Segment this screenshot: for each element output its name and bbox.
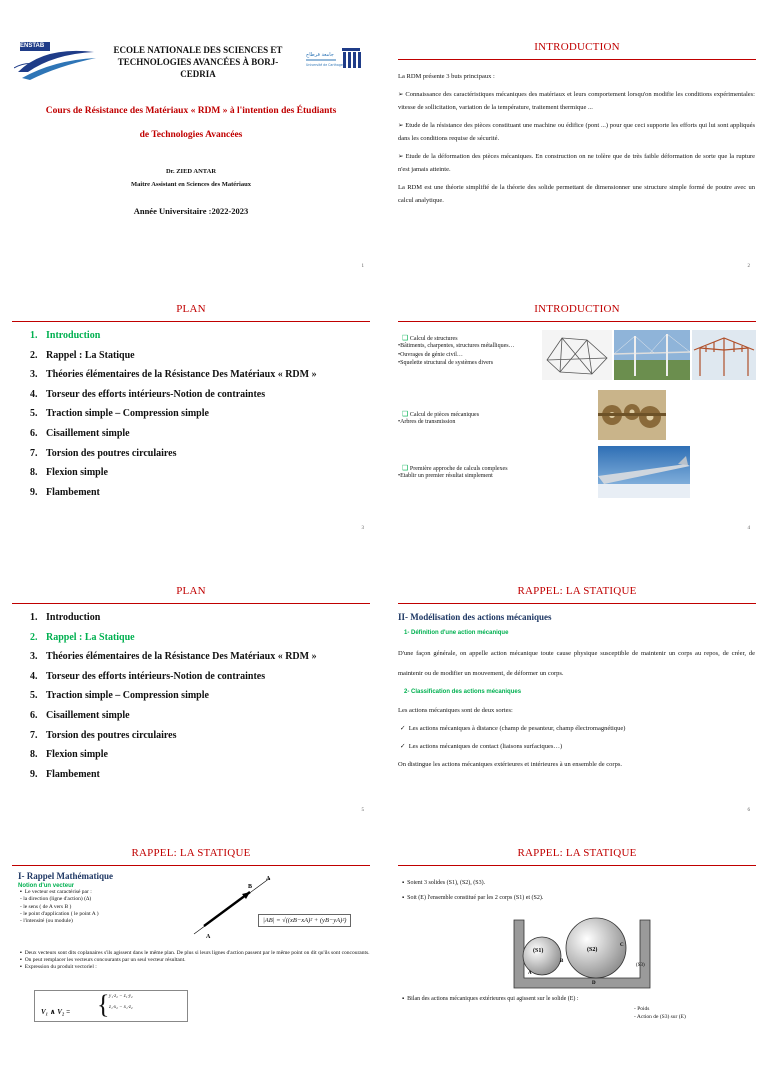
plan-item-theories: 3. Théories élémentaires de la Résistance Des Matériaux « RDM » <box>30 651 317 663</box>
slide-title: PLAN <box>176 585 206 597</box>
intro-goal-3: ➢ Etude de la déformation des pièces mécaniques. En construction on ne tolère que de très faible déformation de sorte que la rupture n'est jamais atteinte. <box>398 153 755 173</box>
vector-diagram <box>186 874 276 940</box>
complex-calc-block <box>392 464 592 481</box>
external-actions <box>402 996 579 1002</box>
complex-item: •Etablir un premier résultat simplement <box>398 473 493 479</box>
plan-item-flambement: 9. Flambement <box>30 486 100 498</box>
checkmark-icon: ✓ <box>400 743 406 750</box>
external-actions-heading: Bilan des actions mécaniques extérieures qui agissent sur le solide (E) : <box>407 996 579 1002</box>
space-frame-image <box>542 330 612 380</box>
plan-item-flexion: 8. Flexion simple <box>30 467 108 479</box>
slide-statique-actions <box>392 574 762 829</box>
checkmark-icon: ✓ <box>400 725 406 732</box>
page-number: 5 <box>361 808 364 813</box>
plan-item-traction: 5. Traction simple – Compression simple <box>30 690 209 702</box>
cross-product-lhs: V₁ ∧ V₂ = <box>41 1008 71 1016</box>
page-number: 4 <box>747 526 750 531</box>
cross-product-formula <box>34 990 188 1022</box>
slide-title: RAPPEL: LA STATIQUE <box>517 847 637 859</box>
checkbox-icon: ❑ <box>402 464 409 472</box>
gearbox-image <box>598 390 666 440</box>
structures-item: •Ouvrages de génie civil… <box>398 351 463 358</box>
definition-paragraph: D'une façon générale, on appelle action mécanique toute cause physique susceptible de maintenir un corps au repos, de créer, de maintenir ou de modifier un mouvement, de déformer un corps. <box>398 650 755 677</box>
slide-title: RAPPEL: LA STATIQUE <box>131 847 251 859</box>
square-bullet-icon: ▪ <box>402 996 405 1002</box>
vector-char-item: - le sens ( de A vers B ) <box>20 903 72 910</box>
classification-item-1: ✓ Les actions mécaniques à distance (champ de pesanteur, champ électromagnétique) <box>400 725 626 732</box>
square-bullet-icon: ▪ <box>20 957 22 963</box>
solids-diagram <box>512 910 652 990</box>
svg-text:جامعة قرطاج: جامعة قرطاج <box>306 52 334 58</box>
slide-statique-bilan <box>392 836 762 1091</box>
intro-goal-1: ➢ Connaissance des caractéristiques mécaniques des matériaux et leurs comportement lorsqu'on modifie les conditions expérimentales: vitesse de sollicitation, variation de la température, traitement thermique ... <box>398 91 755 111</box>
cross-product-row: y₁·z₂ − z₁·y₂ <box>109 994 133 999</box>
cross-product-row: z₁·x₂ − x₁·z₂ <box>109 1005 133 1010</box>
solid-s2-label: (S2) <box>587 947 598 953</box>
classification-item-2: ✓ Les actions mécaniques de contact (liaisons surfaciques…) <box>400 743 563 750</box>
structures-block <box>392 334 552 368</box>
external-action-item: - Action de (S3) sur (E) <box>634 1013 686 1020</box>
mechanical-heading: Calcul de pièces mécaniques <box>409 412 480 418</box>
square-bullet-icon: ▪ <box>20 889 22 895</box>
plan-item-torsion: 7. Torsion des poutres circulaires <box>30 729 177 741</box>
mechanical-item: •Arbres de transmission <box>398 419 456 425</box>
intro-definition: La RDM est une théorie simplifié de la théorie des solide permettant de dimensionner une structure simple formé de poutre avec un calcul analytique. <box>398 184 755 204</box>
course-title-line2: de Technologies Avancées <box>139 130 243 140</box>
vector-norm-formula: |AB| = √((xB−xA)² + (yB−yA)²) <box>258 914 351 927</box>
plan-item-traction: 5. Traction simple – Compression simple <box>30 408 209 420</box>
solids-intro <box>402 880 762 901</box>
plan-item-flambement: 9. Flambement <box>30 768 100 780</box>
page-number: 1 <box>361 264 364 269</box>
external-action-item: - Poids <box>634 1006 650 1012</box>
square-bullet-icon: ▪ <box>402 895 405 901</box>
cross-product-brace: { <box>97 990 110 1019</box>
point-b-label: B <box>248 884 253 890</box>
vector-char-item: - l'intensité (ou module) <box>20 918 73 925</box>
subsection-heading-2: 2- Classification des actions mécaniques <box>404 689 522 695</box>
page-number: 3 <box>361 526 364 531</box>
solid-s3-label: (S3) <box>636 963 645 968</box>
slide-introduction <box>392 30 762 285</box>
intro-paragraph: La RDM présente 3 buts principaux : <box>398 73 495 80</box>
structures-item: •Squelette structural de systèmes divers <box>398 360 494 366</box>
title-divider <box>12 321 370 322</box>
complex-heading: Première approche de calculs complexes <box>409 466 508 472</box>
author-role: Maitre Assistant en Sciences des Matériaux <box>131 181 251 188</box>
contact-c-label: C <box>620 943 624 948</box>
external-actions-list <box>634 1006 686 1021</box>
classification-note: On distingue les actions mécaniques extérieures et intérieures à un ensemble de corps. <box>398 761 622 768</box>
school-name: ECOLE NATIONALE DES SCIENCES ET TECHNOLOGIES AVANCÉES À BORJ-CEDRIA <box>113 45 283 79</box>
contact-b-label: B <box>560 959 564 964</box>
steel-frame-image <box>692 330 756 380</box>
enstab-logo-text: ENSTAB <box>20 43 45 49</box>
plan-list <box>6 326 376 502</box>
solid-s1-label: (S1) <box>533 948 544 954</box>
solids-definition: Soient 3 solides (S1), (S2), (S3). <box>407 880 486 886</box>
page-number: 6 <box>747 808 750 813</box>
slide-title: INTRODUCTION <box>534 41 620 53</box>
intro-goal-2: ➢ Etude de la résistance des pièces constituant une machine ou édifice (pont ...) pour que ceci supporte les efforts qui lui sont appliqués dans les conditions requise de sécurité. <box>398 122 755 142</box>
plan-item-introduction: 1. Introduction <box>30 330 101 341</box>
plan-item-statique: 2. Rappel : La Statique <box>30 631 135 643</box>
slide-plan-1 <box>6 292 376 547</box>
bridge-image <box>614 330 690 380</box>
mechanical-parts-block <box>392 410 592 427</box>
vector-notion-heading: Notion d'un vecteur <box>18 883 75 889</box>
plan-item-cisaillement: 6. Cisaillement simple <box>30 427 130 439</box>
university-logo <box>306 46 366 72</box>
plan-item-theories: 3. Théories élémentaires de la Résistance Des Matériaux « RDM » <box>30 369 317 381</box>
title-divider <box>12 603 370 604</box>
subsection-heading-1: 1- Définition d'une action mécanique <box>404 630 509 636</box>
page-number: 2 <box>747 264 750 269</box>
slide-plan-2 <box>6 574 376 829</box>
vector-notes <box>20 950 370 971</box>
vector-char-item: - la direction (ligne d'action) (Δ) <box>20 896 92 903</box>
plan-item-cisaillement: 6. Cisaillement simple <box>30 709 130 721</box>
slide-rappel-mathematique <box>6 836 376 1091</box>
title-divider <box>398 603 756 604</box>
slide-title <box>6 30 376 285</box>
academic-year: Année Universitaire :2022-2023 <box>133 206 249 216</box>
vector-char-heading: Le vecteur est caractérisé par : <box>24 889 92 895</box>
slide-title: RAPPEL: LA STATIQUE <box>517 585 637 597</box>
plan-item-torseur: 4. Torseur des efforts intérieurs-Notion de contraintes <box>30 388 266 400</box>
course-title-line1: Cours de Résistance des Matériaux « RDM » à l'intention des Étudiants <box>45 106 337 116</box>
point-a-label: A <box>206 934 211 940</box>
course-title <box>16 104 366 140</box>
section-heading: II- Modélisation des actions mécaniques <box>398 612 552 622</box>
plan-item-torseur: 4. Torseur des efforts intérieurs-Notion de contraintes <box>30 670 266 682</box>
checkbox-icon: ❑ <box>402 410 409 418</box>
title-divider <box>398 865 756 866</box>
plan-item-flexion: 8. Flexion simple <box>30 749 108 761</box>
square-bullet-icon: ▪ <box>20 950 22 956</box>
plan-item-torsion: 7. Torsion des poutres circulaires <box>30 447 177 459</box>
aircraft-wing-image <box>598 446 690 498</box>
slide-title: PLAN <box>176 303 206 315</box>
line-end-label: A <box>266 876 271 882</box>
contact-a-label: A <box>528 971 532 976</box>
slide-title: INTRODUCTION <box>534 303 620 315</box>
checkbox-icon: ❑ <box>402 334 409 342</box>
cross-product-note: Expression du produit vectoriel : <box>24 964 97 970</box>
square-bullet-icon: ▪ <box>402 880 405 886</box>
author-name: Dr. ZIED ANTAR <box>165 168 217 175</box>
classification-intro: Les actions mécaniques sont de deux sortes: <box>398 707 513 714</box>
slide-introduction-applications <box>392 292 762 547</box>
resultant-note: On peut remplacer les vecteurs concourants par un seul vecteur résultant. <box>24 957 186 963</box>
plan-list <box>6 608 376 784</box>
coplanar-note: Deux vecteurs sont dits coplanaires s'ils agissent dans le même plan. De plus si leurs lignes d'action passent par le même point on dit qu'ils sont concourants. <box>24 950 370 956</box>
structures-item: •Bâtiments, charpentes, structures métalliques… <box>398 343 515 349</box>
plan-item-introduction: 1. Introduction <box>30 612 101 623</box>
title-divider <box>12 865 370 866</box>
title-divider <box>398 321 756 322</box>
square-bullet-icon: ▪ <box>20 964 22 970</box>
section-heading: I- Rappel Mathématique <box>18 871 113 881</box>
contact-d-label: D <box>592 981 596 986</box>
plan-item-statique: 2. Rappel : La Statique <box>30 349 135 361</box>
structures-heading: Calcul de structures <box>409 336 458 342</box>
svg-text:Université de Carthage: Université de Carthage <box>306 63 343 67</box>
vector-char-item: - le point d'application ( le point A ) <box>20 910 99 917</box>
system-definition: Soit (E) l'ensemble constitué par les 2 corps (S1) et (S2). <box>407 895 544 901</box>
